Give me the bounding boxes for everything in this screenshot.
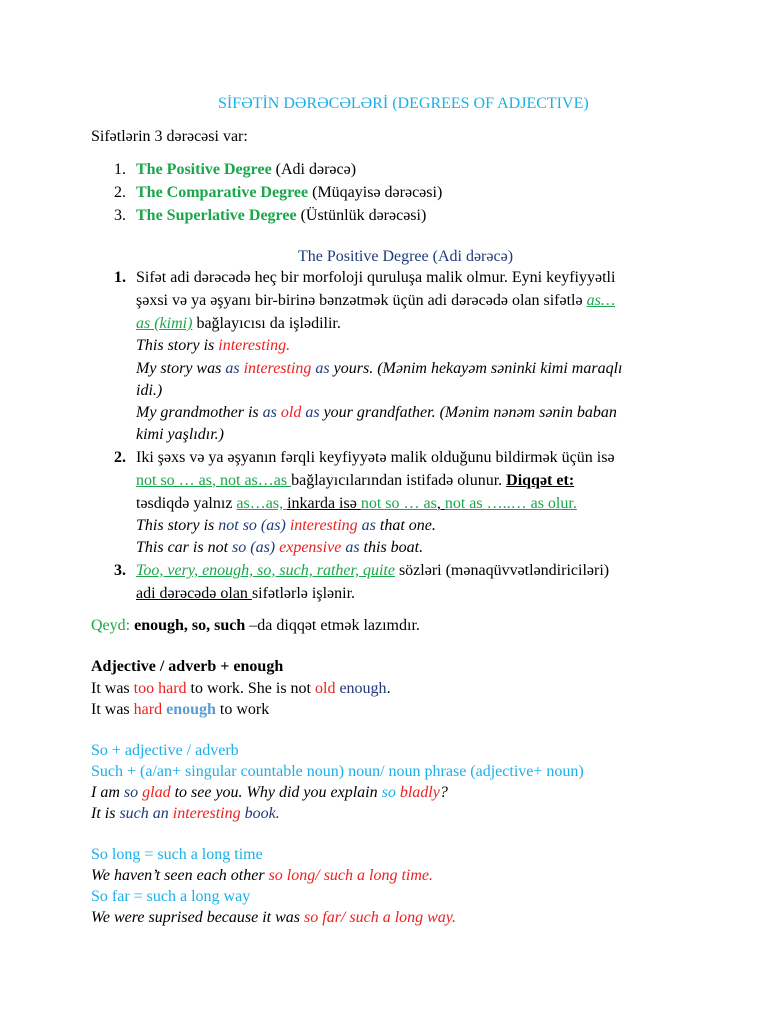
list-item	[136, 206, 426, 226]
text: It is	[91, 805, 120, 822]
conjunction: so (as)	[232, 539, 276, 556]
text: your grandfather. (Mənim nənəm sənin baban	[319, 404, 617, 421]
not-as-as-keyword: not as …..… as olur.	[444, 495, 577, 512]
adjective: old	[276, 404, 306, 421]
adjective: interesting.	[218, 337, 291, 354]
text: bağlayıcısı da işlədilir.	[192, 315, 341, 332]
enough-word: enough	[162, 701, 216, 718]
adjective: old	[315, 680, 336, 697]
so-example	[91, 783, 448, 803]
adjective: expensive	[275, 539, 342, 556]
rule2-line3	[136, 494, 577, 514]
adjective: interesting	[289, 517, 358, 534]
degree-name: The Positive Degree	[136, 161, 272, 178]
text: ,	[436, 495, 445, 512]
list-number: 1.	[114, 161, 126, 178]
adverb: bladly	[395, 784, 440, 801]
degree-translation: (Müqayisə dərəcəsi)	[312, 184, 443, 201]
so-long-rule: So long = such a long time	[91, 846, 263, 863]
not-so-as-keyword: not so … as	[136, 472, 212, 489]
text: We were suprised because it was	[91, 909, 305, 926]
conjunction: as	[225, 360, 240, 377]
intro-text: Sifətlərin 3 dərəcəsi var:	[91, 128, 248, 145]
page-title: SİFƏTİN DƏRƏCƏLƏRİ (DEGREES OF ADJECTIVE)	[218, 95, 589, 112]
such-word: such an	[119, 805, 169, 822]
degree-name: The Comparative Degree	[136, 184, 309, 201]
text: This story is	[136, 337, 219, 354]
text: adi dərəcədə olan	[136, 585, 252, 602]
degree-name: The Superlative Degree	[136, 207, 297, 224]
text: this boat.	[359, 539, 424, 556]
text: bağlayıcılarından istifadə olunur.	[291, 472, 507, 489]
conjunction: as	[262, 404, 277, 421]
enough-heading: Adjective / adverb + enough	[91, 658, 284, 675]
adjective: hard	[133, 701, 163, 718]
adjective: glad	[138, 784, 171, 801]
as-as-keyword: as…as,	[236, 495, 288, 512]
list-number: 3.	[114, 207, 126, 224]
rule2-line1: Iki şəxs və ya əşyanın fərqli keyfiyyətə malik olduğunu bildirmək üçün isə	[136, 449, 615, 466]
example-sentence	[136, 516, 436, 536]
note-keywords: enough, so, such	[134, 617, 246, 634]
example-sentence	[136, 403, 617, 423]
adjective: interesting	[239, 360, 316, 377]
so-rule: So + adjective / adverb	[91, 742, 239, 759]
text: inkarda isə	[287, 495, 361, 512]
text: My grandmother is	[136, 404, 263, 421]
section-heading: The Positive Degree (Adi dərəcə)	[298, 248, 514, 265]
phrase: so far/ such a long way.	[304, 909, 457, 926]
text: təsdiqdə yalnız	[136, 495, 237, 512]
adjective: hard	[154, 680, 187, 697]
text: ?	[439, 784, 448, 801]
rule3-line1	[136, 561, 609, 581]
text: I am	[91, 784, 124, 801]
example-sentence-cont: idi.)	[136, 382, 163, 399]
conjunction: so (as)	[238, 517, 290, 534]
text: We haven’t seen each other	[91, 867, 269, 884]
rule-number: 2.	[114, 449, 126, 466]
intensifier-words: Too, very, enough, so, such, rather, quite	[136, 562, 395, 579]
example-sentence-cont: kimi yaşlıdır.)	[136, 426, 224, 443]
so-long-example	[91, 866, 433, 886]
text: It was	[91, 680, 134, 697]
conjunction: as	[315, 360, 330, 377]
not-as-as-keyword: , not as…as	[212, 472, 292, 489]
so-far-example	[91, 908, 456, 928]
as-kimi-keyword: as (kimi)	[136, 315, 193, 332]
conjunction: as	[341, 539, 360, 556]
text: to see you. Why did you explain	[170, 784, 382, 801]
noun: book.	[240, 805, 280, 822]
attention-label: Diqqət et:	[506, 472, 575, 489]
text: to work. She is not	[186, 680, 315, 697]
enough-word: enough	[335, 680, 387, 697]
text: My story was	[136, 360, 226, 377]
list-number: 2.	[114, 184, 126, 201]
such-example	[91, 804, 280, 824]
text: şəxsi və ya əşyanı bir-birinə bənzətmək üçün adi dərəcədə olan sifətlə	[136, 292, 587, 309]
rule1-line1: Sifət adi dərəcədə heç bir morfoloji quruluşa malik olmur. Eyni keyfiyyətli	[136, 269, 616, 286]
such-rule: Such + (a/an+ singular countable noun) noun/ noun phrase (adjective+ noun)	[91, 763, 584, 780]
note-label: Qeyd:	[91, 617, 135, 634]
rule1-line3	[136, 314, 341, 334]
phrase: so long/ such a long time.	[268, 867, 434, 884]
text: This car is not	[136, 539, 233, 556]
rule-number: 3.	[114, 562, 126, 579]
note-line	[91, 616, 420, 636]
rule-number: 1.	[114, 269, 126, 286]
text: to work	[215, 701, 270, 718]
example-sentence	[136, 336, 290, 356]
so-word: so	[123, 784, 139, 801]
so-word: so	[381, 784, 396, 801]
conjunction: as	[357, 517, 376, 534]
as-as-keyword: as…	[586, 292, 616, 309]
text: that one.	[375, 517, 436, 534]
degree-translation: (Adi dərəcə)	[275, 161, 357, 178]
rule3-line2	[136, 584, 355, 604]
text: This story is	[136, 517, 219, 534]
so-far-rule: So far = such a long way	[91, 888, 251, 905]
text: –da diqqət etmək lazımdır.	[245, 617, 420, 634]
text: sifətlərlə işlənir.	[251, 585, 356, 602]
list-item	[136, 183, 442, 203]
adjective: interesting	[168, 805, 241, 822]
rule1-line2	[136, 291, 615, 311]
degree-translation: (Üstünlük dərəcəsi)	[300, 207, 427, 224]
text: yours. (Mənim hekayəm səninki kimi maraqlı	[329, 360, 623, 377]
text: .	[386, 680, 391, 697]
enough-example	[91, 700, 269, 720]
not-so-as-keyword: not so … as	[360, 495, 437, 512]
text: sözləri (mənaqüvvətləndiriciləri)	[394, 562, 610, 579]
rule2-line2	[136, 471, 574, 491]
text: It was	[91, 701, 134, 718]
enough-example	[91, 679, 391, 699]
intensifier: too	[133, 680, 155, 697]
example-sentence	[136, 359, 622, 379]
example-sentence	[136, 538, 423, 558]
list-item	[136, 160, 356, 180]
conjunction: as	[305, 404, 320, 421]
negation: not	[218, 517, 239, 534]
